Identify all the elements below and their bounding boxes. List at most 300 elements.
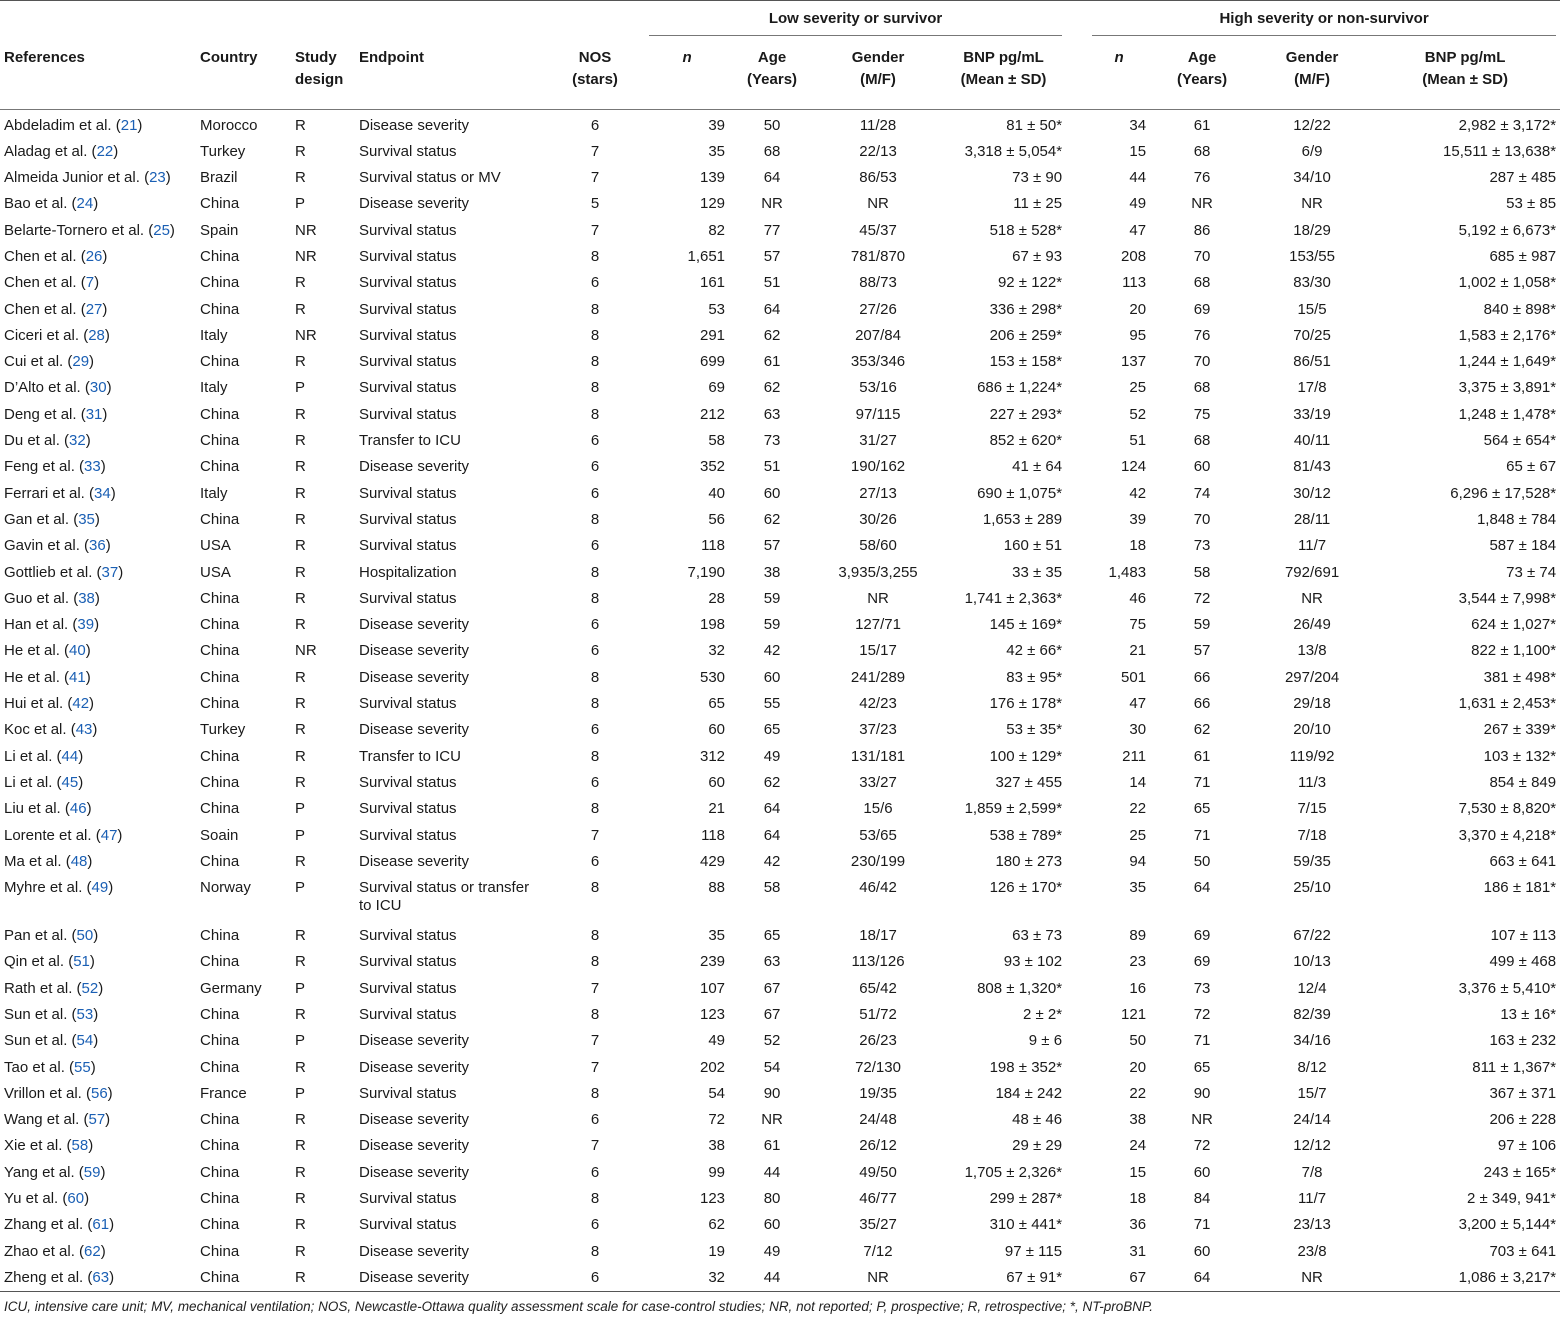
spacer-cell	[1066, 1262, 1088, 1292]
reference-link[interactable]: 50	[76, 927, 94, 945]
reference-link[interactable]: 52	[81, 979, 99, 997]
reference-link[interactable]: 35	[78, 510, 95, 528]
spacer-cell	[1066, 530, 1088, 556]
bnp-high-cell: 97 ± 106	[1497, 1137, 1557, 1155]
nos-cell: 8	[590, 800, 600, 818]
reference-link[interactable]: 42	[72, 695, 90, 713]
reference-link[interactable]: 34	[94, 484, 111, 502]
reference-link[interactable]: 39	[77, 616, 95, 634]
gender-low-cell: 113/126	[851, 953, 905, 971]
endpoint-cell: Disease severity	[359, 1163, 470, 1181]
bnp-high-cell: 663 ± 641	[1489, 852, 1557, 870]
gender-high-cell: 59/35	[1293, 852, 1331, 870]
n-high-cell: 21	[1129, 642, 1147, 660]
reference-cell: Sun et al. (54)	[4, 1032, 99, 1050]
endpoint-cell: Survival status	[359, 589, 457, 607]
age-high-cell: 74	[1193, 484, 1211, 502]
n-low-cell: 40	[708, 484, 726, 502]
endpoint-cell: Disease severity	[359, 1242, 470, 1260]
gender-low-cell: 51/72	[859, 1006, 897, 1023]
bnp-low-cell: 126 ± 170*	[989, 879, 1063, 897]
n-high-cell: 501	[1121, 668, 1147, 686]
n-low-cell: 72	[708, 1111, 726, 1129]
n-low-cell: 99	[708, 1163, 726, 1181]
gender-high-cell: 40/11	[1293, 432, 1331, 450]
table-row	[0, 530, 1560, 556]
gender-low-cell: 7/12	[863, 1242, 893, 1260]
gender-low-cell: 26/12	[859, 1137, 897, 1155]
age-high-cell: 76	[1193, 169, 1211, 187]
col-header-references: References	[0, 41, 196, 110]
reference-link[interactable]: 21	[120, 117, 138, 134]
bnp-low-cell: 42 ± 66*	[1006, 642, 1063, 660]
reference-cell: Belarte-Tornero et al. (25)	[4, 221, 175, 239]
gender-high-cell: 13/8	[1297, 642, 1327, 660]
reference-link[interactable]: 53	[76, 1006, 94, 1023]
age-low-cell: 63	[763, 953, 781, 971]
country-cell: USA	[200, 537, 231, 555]
gender-low-cell: 49/50	[859, 1163, 897, 1181]
n-low-cell: 69	[708, 379, 726, 397]
age-low-cell: 51	[763, 274, 781, 292]
reference-cell: Guo et al. (38)	[4, 589, 100, 607]
age-high-cell: NR	[1191, 1111, 1213, 1129]
spacer-cell	[1066, 399, 1088, 425]
reference-link[interactable]: 58	[71, 1137, 89, 1155]
bnp-low-cell: 9 ± 6	[1028, 1032, 1063, 1050]
spacer-cell	[1066, 583, 1088, 609]
bnp-low-cell: 97 ± 115	[1004, 1242, 1063, 1260]
bnp-high-cell: 1,002 ± 1,058*	[1458, 274, 1557, 292]
spacer-cell	[1066, 820, 1088, 846]
table-row	[0, 741, 1560, 767]
gender-high-cell: 26/49	[1293, 616, 1331, 634]
age-low-cell: 67	[763, 1006, 781, 1023]
gender-high-cell: 7/15	[1297, 800, 1327, 818]
table-row	[0, 1052, 1560, 1078]
reference-link[interactable]: 28	[88, 326, 105, 344]
reference-link[interactable]: 51	[73, 953, 90, 971]
reference-cell: Lorente et al. (47)	[4, 826, 123, 844]
country-cell: China	[200, 616, 240, 634]
n-low-cell: 21	[708, 800, 726, 818]
gender-low-cell: NR	[867, 589, 889, 607]
study-design-cell: NR	[295, 326, 317, 344]
col-header-country: Country	[196, 41, 291, 110]
bnp-high-cell: 15,511 ± 13,638*	[1443, 142, 1557, 160]
table-row	[0, 425, 1560, 451]
country-cell: China	[200, 458, 240, 476]
study-design-cell: P	[295, 979, 306, 997]
age-high-cell: 70	[1193, 353, 1211, 371]
reference-link[interactable]: 7	[85, 274, 95, 292]
country-cell: Soain	[200, 826, 239, 844]
study-design-cell: R	[291, 1262, 355, 1292]
age-high-cell: 69	[1193, 927, 1211, 945]
n-high-cell: 23	[1129, 953, 1147, 971]
gender-low-cell: 53/16	[859, 379, 897, 397]
reference-link[interactable]: 31	[85, 405, 103, 423]
n-low-cell: 429	[700, 852, 726, 870]
col-header-gender-high: Gender (M/F)	[1254, 41, 1370, 110]
country-cell: Germany	[200, 979, 262, 997]
n-low-cell: 107	[700, 979, 726, 997]
age-low-cell: 51	[763, 458, 781, 476]
gender-high-cell: 119/92	[1289, 747, 1335, 765]
n-low-cell: 139	[700, 169, 726, 187]
n-high-cell: 89	[1129, 927, 1147, 945]
gender-high-cell: 7/8	[1301, 1163, 1323, 1181]
table-row	[0, 688, 1560, 714]
spacer-cell	[1066, 1130, 1088, 1156]
age-high-cell: 66	[1193, 668, 1211, 686]
age-high-cell: 68	[1193, 142, 1211, 160]
bnp-high-cell: 7,530 ± 8,820*	[1458, 800, 1557, 818]
gender-low-cell: 35/27	[859, 1216, 897, 1234]
bnp-low-cell: 518 ± 528*	[989, 221, 1063, 239]
table-row	[0, 1104, 1560, 1130]
spacer-cell	[1066, 504, 1088, 530]
spacer-cell	[1066, 557, 1088, 583]
gender-low-cell: 72/130	[855, 1058, 901, 1076]
n-low-cell: 129	[700, 195, 726, 213]
nos-cell: 6	[590, 1216, 600, 1234]
study-design-cell: R	[295, 274, 306, 292]
gender-low-cell: NR	[815, 1262, 941, 1292]
country-cell: China	[200, 405, 240, 423]
spacer-cell	[1066, 451, 1088, 477]
nos-cell: 8	[590, 1084, 600, 1102]
table-row	[0, 215, 1560, 241]
reference-link[interactable]: 33	[84, 458, 101, 476]
n-high-cell: 49	[1129, 195, 1147, 213]
reference-link[interactable]: 40	[69, 642, 86, 660]
age-low-cell: 64	[763, 169, 781, 187]
bnp-high-cell: 822 ± 1,100*	[1471, 642, 1557, 660]
reference-link[interactable]: 55	[74, 1058, 91, 1076]
gender-high-cell: 82/39	[1293, 1006, 1331, 1023]
col-header-n-low: n	[645, 41, 729, 110]
endpoint-cell: Disease severity	[359, 616, 470, 634]
age-high-cell: 70	[1193, 247, 1211, 265]
bnp-low-cell: 29 ± 29	[1012, 1137, 1063, 1155]
bnp-high-cell: 1,244 ± 1,649*	[1458, 353, 1557, 371]
reference-cell: Gavin et al. (36)	[4, 537, 111, 555]
nos-cell: 6	[590, 642, 600, 660]
n-low-cell: 239	[700, 953, 726, 971]
age-high-cell: 84	[1193, 1190, 1211, 1208]
gender-low-cell: 88/73	[859, 274, 897, 292]
endpoint-cell: Disease severity	[359, 1111, 470, 1129]
n-high-cell: 20	[1129, 300, 1147, 318]
nos-cell: 8	[590, 326, 600, 344]
n-high-cell: 34	[1129, 117, 1147, 134]
gender-high-cell: 15/7	[1297, 1084, 1327, 1102]
country-cell: Italy	[200, 379, 228, 397]
n-low-cell: 212	[700, 405, 726, 423]
reference-link[interactable]: 61	[92, 1216, 110, 1234]
bnp-low-cell: 53 ± 35*	[1006, 721, 1063, 739]
study-design-cell: R	[295, 927, 306, 945]
nos-cell: 6	[590, 773, 600, 791]
country-cell: China	[200, 642, 240, 660]
reference-link[interactable]: 23	[149, 169, 166, 187]
reference-link[interactable]: 24	[76, 195, 94, 213]
gender-high-cell: NR	[1254, 1262, 1370, 1292]
bnp-low-cell: 92 ± 122*	[997, 274, 1063, 292]
col-header-study-design: Study design	[291, 41, 355, 110]
endpoint-cell: Disease severity	[359, 1058, 470, 1076]
reference-cell: Chen et al. (26)	[4, 247, 108, 265]
country-cell: China	[200, 353, 240, 371]
study-design-cell: R	[295, 1111, 306, 1129]
n-high-cell: 36	[1129, 1216, 1147, 1234]
gender-low-cell: 241/289	[850, 668, 906, 686]
age-high-cell: 66	[1193, 695, 1211, 713]
reference-cell: Zhao et al. (62)	[4, 1242, 106, 1260]
nos-cell: 8	[590, 747, 600, 765]
gender-high-cell: 33/19	[1293, 405, 1331, 423]
gender-low-cell: 46/77	[859, 1190, 897, 1208]
spacer-cell	[1066, 320, 1088, 346]
bnp-high-cell: 2 ± 349, 941*	[1466, 1190, 1557, 1208]
reference-link[interactable]: 57	[88, 1111, 106, 1129]
age-high-cell: 64	[1150, 1262, 1254, 1292]
nos-cell: 7	[590, 1137, 600, 1155]
endpoint-cell: Survival status	[359, 979, 457, 997]
age-high-cell: 59	[1193, 616, 1211, 634]
n-low-cell: 530	[700, 668, 726, 686]
study-design-cell: P	[295, 195, 306, 213]
reference-link[interactable]: 47	[100, 826, 118, 844]
spacer-cell	[1066, 973, 1088, 999]
reference-link[interactable]: 44	[61, 747, 79, 765]
study-design-cell: R	[295, 668, 306, 686]
nos-cell: 8	[590, 927, 600, 945]
age-low-cell: 59	[763, 616, 781, 634]
reference-link[interactable]: 29	[72, 353, 90, 371]
bnp-high-cell: 1,631 ± 2,453*	[1458, 695, 1557, 713]
country-cell: China	[200, 195, 240, 213]
bnp-low-cell: 3,318 ± 5,054*	[964, 142, 1063, 160]
gender-high-cell: 18/29	[1293, 221, 1331, 239]
study-design-cell: R	[295, 589, 306, 607]
age-high-cell: 72	[1193, 1137, 1211, 1155]
table-row	[0, 662, 1560, 688]
study-design-cell: R	[295, 616, 306, 634]
gender-low-cell: 131/181	[850, 747, 906, 765]
gender-high-cell: 12/4	[1297, 979, 1327, 997]
reference-cell: Myhre et al. (49)	[4, 879, 114, 897]
gender-low-cell: 27/13	[859, 484, 897, 502]
endpoint-cell: Survival status	[359, 826, 457, 844]
bnp-high-cell: 3,375 ± 3,891*	[1458, 379, 1557, 397]
spacer-cell	[1066, 946, 1088, 972]
reference-cell: Feng et al. (33)	[4, 458, 106, 476]
age-low-cell: 77	[763, 221, 781, 239]
nos-cell: 6	[590, 616, 600, 634]
country-cell: Brazil	[200, 169, 238, 187]
bnp-high-cell: 5,192 ± 6,673*	[1458, 221, 1557, 239]
age-low-cell: 52	[763, 1032, 781, 1050]
gender-high-cell: 86/51	[1293, 353, 1331, 371]
reference-link[interactable]: 59	[83, 1163, 101, 1181]
reference-link[interactable]: 26	[85, 247, 103, 265]
n-high-cell: 75	[1129, 616, 1147, 634]
gender-high-cell: 70/25	[1293, 326, 1331, 344]
bnp-high-cell: 624 ± 1,027*	[1471, 616, 1557, 634]
gender-low-cell: 30/26	[859, 510, 897, 528]
reference-link[interactable]: 38	[78, 589, 95, 607]
bnp-low-cell: 686 ± 1,224*	[977, 379, 1063, 397]
nos-cell: 6	[590, 1111, 600, 1129]
age-high-cell: NR	[1191, 195, 1213, 213]
reference-cell: Sun et al. (53)	[4, 1006, 99, 1023]
reference-link[interactable]: 43	[75, 721, 93, 739]
nos-cell: 6	[590, 1163, 600, 1181]
spacer-cell	[1066, 1157, 1088, 1183]
n-high-cell: 47	[1129, 695, 1147, 713]
spacer-cell	[1066, 188, 1088, 214]
n-high-cell: 15	[1129, 142, 1147, 160]
spacer-cell	[1066, 1209, 1088, 1235]
table-row	[0, 1183, 1560, 1209]
study-design-cell: P	[295, 879, 306, 897]
n-high-cell: 18	[1129, 1190, 1147, 1208]
n-high-cell: 94	[1129, 852, 1147, 870]
n-low-cell: 39	[708, 117, 726, 134]
endpoint-cell: Disease severity	[359, 852, 470, 870]
table-row	[0, 920, 1560, 946]
age-high-cell: 90	[1193, 1084, 1211, 1102]
n-high-cell: 18	[1129, 537, 1147, 555]
reference-link[interactable]: 60	[67, 1190, 85, 1208]
reference-cell: Wang et al. (57)	[4, 1111, 111, 1129]
nos-cell: 7	[590, 979, 600, 997]
n-low-cell: 56	[708, 510, 726, 528]
table-row	[0, 1236, 1560, 1262]
n-high-cell: 44	[1129, 169, 1147, 187]
age-low-cell: NR	[761, 1111, 783, 1129]
nos-cell: 6	[590, 721, 600, 739]
gender-low-cell: 19/35	[859, 1084, 897, 1102]
endpoint-cell: Transfer to ICU	[359, 747, 461, 765]
bnp-low-cell: 160 ± 51	[1003, 537, 1063, 555]
n-high-cell: 51	[1129, 432, 1147, 450]
gender-high-cell: 15/5	[1297, 300, 1327, 318]
country-cell: China	[200, 1137, 240, 1155]
n-high-cell: 30	[1129, 721, 1147, 739]
reference-link[interactable]: 37	[101, 563, 119, 581]
study-design-cell: R	[295, 695, 306, 713]
bnp-high-cell: 3,200 ± 5,144*	[1458, 1216, 1557, 1234]
n-high-cell: 35	[1129, 879, 1147, 897]
bnp-high-cell: 6,296 ± 17,528*	[1450, 484, 1557, 502]
reference-link[interactable]: 54	[76, 1032, 94, 1050]
reference-cell: Ferrari et al. (34)	[4, 484, 116, 502]
country-cell: Turkey	[200, 142, 246, 160]
n-low-cell: 54	[708, 1084, 726, 1102]
reference-link[interactable]: 63	[92, 1268, 110, 1286]
reference-link[interactable]: 27	[85, 300, 103, 318]
age-low-cell: 57	[763, 537, 781, 555]
study-design-cell: P	[295, 1032, 306, 1050]
table-row	[0, 346, 1560, 372]
reference-link[interactable]: 45	[61, 773, 79, 791]
n-low-cell: 32	[645, 1262, 729, 1292]
nos-cell: 6	[590, 852, 600, 870]
nos-cell: 8	[590, 1242, 600, 1260]
reference-link[interactable]: 41	[69, 668, 86, 686]
n-low-cell: 32	[708, 642, 726, 660]
reference-link[interactable]: 46	[69, 800, 87, 818]
reference-link[interactable]: 48	[70, 852, 88, 870]
reference-link[interactable]: 49	[91, 879, 109, 897]
study-design-cell: R	[295, 953, 306, 971]
gender-high-cell: NR	[1301, 195, 1323, 213]
study-design-cell: R	[295, 510, 306, 528]
endpoint-cell: Survival status	[359, 537, 457, 555]
gender-low-cell: 42/23	[859, 695, 897, 713]
reference-link[interactable]: 36	[89, 537, 106, 555]
endpoint-cell: Survival status	[359, 221, 457, 239]
age-high-cell: 71	[1193, 773, 1211, 791]
country-cell: China	[200, 1216, 240, 1234]
gender-high-cell: 34/10	[1293, 169, 1331, 187]
spacer-cell	[1066, 741, 1088, 767]
study-design-cell: R	[295, 1137, 306, 1155]
country-cell: China	[200, 927, 240, 945]
gender-high-cell: 81/43	[1293, 458, 1331, 476]
endpoint-cell: Disease severity	[359, 195, 470, 213]
age-low-cell: 67	[763, 979, 781, 997]
endpoint-cell: Survival status	[359, 927, 457, 945]
n-low-cell: 38	[708, 1137, 726, 1155]
gender-high-cell: NR	[1301, 589, 1323, 607]
age-low-cell: 60	[763, 484, 781, 502]
age-low-cell: 59	[763, 589, 781, 607]
bnp-high-cell: 3,370 ± 4,218*	[1458, 826, 1557, 844]
reference-link[interactable]: 22	[96, 142, 114, 160]
bnp-low-cell: 198 ± 352*	[989, 1058, 1063, 1076]
bnp-low-cell: 41 ± 64	[1012, 458, 1063, 476]
gender-low-cell: 97/115	[855, 405, 901, 423]
endpoint-cell: Transfer to ICU	[359, 432, 461, 450]
reference-cell: Ma et al. (48)	[4, 852, 93, 870]
reference-link[interactable]: 32	[69, 432, 86, 450]
age-low-cell: 38	[763, 563, 781, 581]
nos-cell: 7	[590, 221, 600, 239]
reference-link[interactable]: 56	[90, 1084, 108, 1102]
col-header-endpoint: Endpoint	[355, 41, 545, 110]
age-low-cell: 62	[763, 326, 781, 344]
endpoint-cell: Disease severity	[359, 1032, 470, 1050]
reference-link[interactable]: 62	[84, 1242, 101, 1260]
study-design-cell: R	[295, 747, 306, 765]
spacer-cell	[1066, 1078, 1088, 1104]
endpoint-cell: Survival status	[359, 1006, 457, 1023]
n-high-cell: 124	[1121, 458, 1147, 476]
bnp-low-cell: 327 ± 455	[995, 773, 1063, 791]
age-high-cell: 58	[1193, 563, 1211, 581]
gender-low-cell: 18/17	[859, 927, 897, 945]
bnp-low-cell: 690 ± 1,075*	[977, 484, 1063, 502]
reference-link[interactable]: 30	[89, 379, 107, 397]
reference-link[interactable]: 25	[153, 221, 170, 239]
table-row	[0, 372, 1560, 398]
n-high-cell: 38	[1129, 1111, 1147, 1129]
age-high-cell: 72	[1193, 1006, 1211, 1023]
